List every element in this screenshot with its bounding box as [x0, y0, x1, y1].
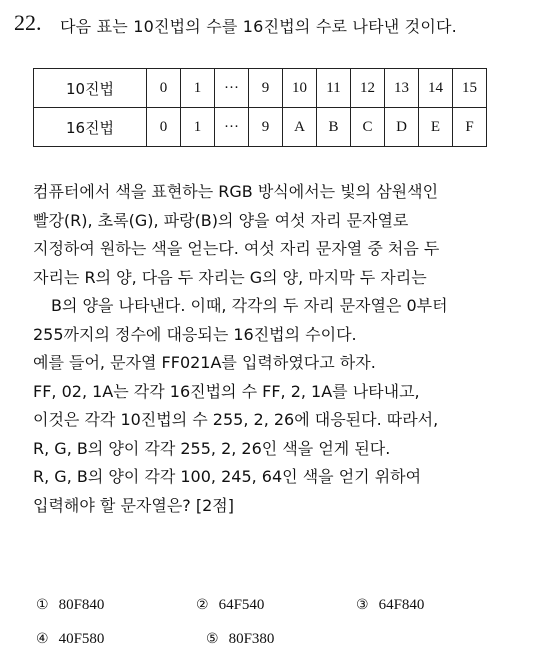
choice-4[interactable]	[36, 631, 206, 648]
table-cell: 15	[453, 69, 487, 108]
choice-marker: ⑤	[206, 630, 219, 647]
choice-value: 80F840	[58, 596, 105, 613]
table-cell: 1	[181, 69, 215, 108]
answer-choices	[36, 588, 516, 656]
body-line: B의 양을 나타낸다. 이때, 각각의 두 자리 문자열은 0부터	[51, 296, 448, 315]
table-cell: C	[351, 108, 385, 147]
choice-5[interactable]	[206, 631, 376, 648]
table-cell: ···	[215, 108, 249, 147]
body-line: 빨강(R), 초록(G), 파랑(B)의 양을 여섯 자리 문자열로	[33, 210, 409, 230]
table-cell: 9	[249, 108, 283, 147]
row-header: 10진법	[34, 69, 147, 108]
table-row	[34, 108, 487, 147]
choice-value: 80F380	[228, 630, 275, 647]
table-cell: 11	[317, 69, 351, 108]
body-line: R, G, B의 양이 각각 255, 2, 26인 색을 얻게 된다.	[33, 438, 391, 458]
table-cell: 12	[351, 69, 385, 108]
choice-marker: ②	[196, 596, 209, 613]
choice-marker: ③	[356, 596, 369, 613]
body-line: FF, 02, 1A는 각각 16진법의 수 FF, 2, 1A를 나타내고,	[33, 381, 420, 401]
question-body	[33, 178, 523, 520]
choice-value: 64F540	[218, 596, 265, 613]
table-cell: 14	[419, 69, 453, 108]
choice-row	[36, 622, 516, 656]
body-line: 컴퓨터에서 색을 표현하는 RGB 방식에서는 빛의 삼원색인	[33, 182, 439, 201]
table-cell: 10	[283, 69, 317, 108]
question-number: 22.	[14, 10, 42, 35]
body-line: 자리는 R의 양, 다음 두 자리는 G의 양, 마지막 두 자리는	[33, 267, 427, 287]
table-cell: A	[283, 108, 317, 147]
choice-row	[36, 588, 516, 622]
choice-marker: ④	[36, 630, 49, 647]
body-line: R, G, B의 양이 각각 100, 245, 64인 색을 얻기 위하여	[33, 467, 422, 486]
table-cell: ···	[215, 69, 249, 108]
body-line: 이것은 각각 10진법의 수 255, 2, 26에 대응된다. 따라서,	[33, 410, 439, 429]
table-cell: D	[385, 108, 419, 147]
choice-marker: ①	[36, 596, 49, 613]
table-cell: 1	[181, 108, 215, 147]
choice-3[interactable]	[356, 597, 516, 614]
body-line: 예를 들어, 문자열 FF021A를 입력하였다고 하자.	[33, 353, 376, 372]
choice-2[interactable]	[196, 597, 356, 614]
choice-value: 64F840	[378, 596, 425, 613]
table-cell: 9	[249, 69, 283, 108]
body-line: 입력해야 할 문자열은? [2점]	[33, 495, 234, 515]
row-header: 16진법	[34, 108, 147, 147]
table-cell: F	[453, 108, 487, 147]
table-cell: 0	[147, 108, 181, 147]
question-title: 다음 표는 10진법의 수를 16진법의 수로 나타낸 것이다.	[60, 17, 457, 36]
table-row	[34, 69, 487, 108]
conversion-table	[33, 68, 487, 147]
table-cell: E	[419, 108, 453, 147]
body-line: 지정하여 원하는 색을 얻는다. 여섯 자리 문자열 중 처음 두	[33, 239, 440, 258]
table-cell: 13	[385, 69, 419, 108]
table-cell: B	[317, 108, 351, 147]
choice-value: 40F580	[58, 630, 105, 647]
choice-1[interactable]	[36, 597, 196, 614]
table-cell: 0	[147, 69, 181, 108]
body-line: 255까지의 정수에 대응되는 16진법의 수이다.	[33, 324, 357, 344]
